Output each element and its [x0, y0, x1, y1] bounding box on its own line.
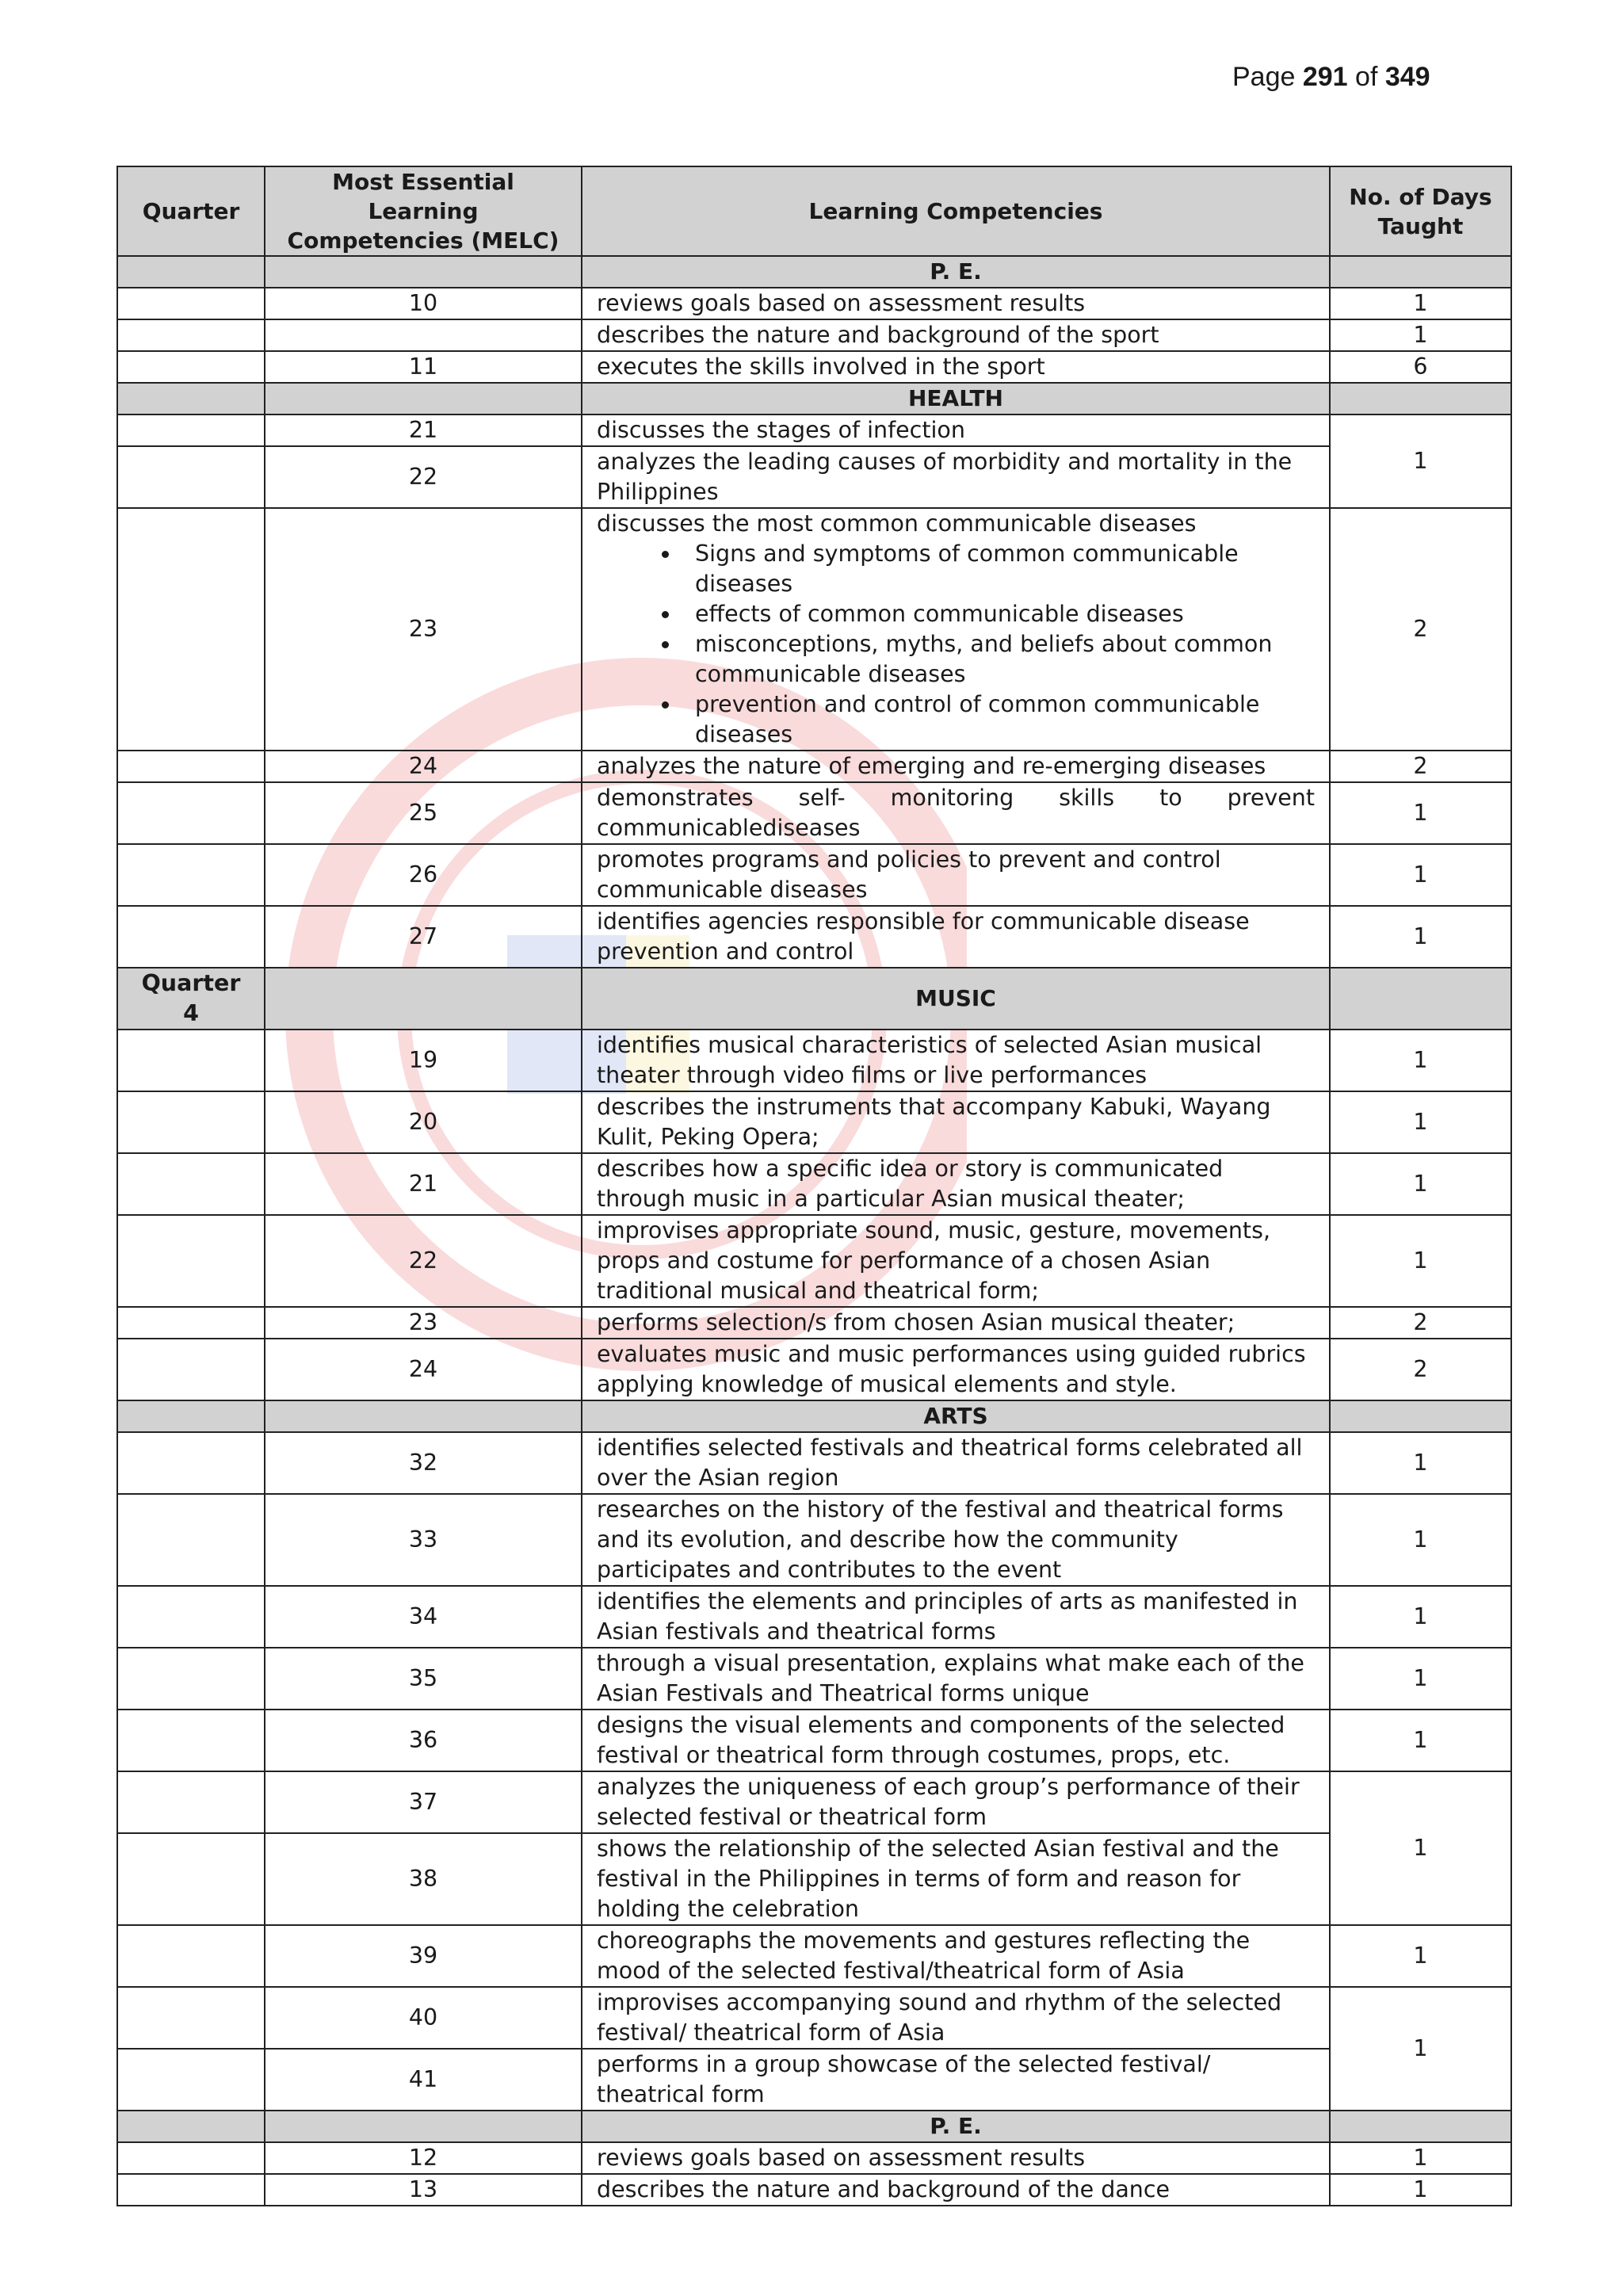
days-value: 6	[1330, 351, 1511, 383]
days-value: 1	[1330, 2142, 1511, 2174]
melc-number: 12	[265, 2142, 582, 2174]
competency-text: describes the instruments that accompany Kabuki, Wayang Kulit, Peking Opera;	[582, 1091, 1330, 1153]
competency-text: through a visual presentation, explains what make each of the Asian Festivals and Theatrical forms unique	[582, 1648, 1330, 1710]
days-value: 1	[1330, 2174, 1511, 2206]
competency-text: designs the visual elements and components of the selected festival or theatrical form through costumes, props, etc.	[582, 1710, 1330, 1771]
table-row	[117, 1494, 1511, 1586]
competency-text: describes the nature and background of the dance	[582, 2174, 1330, 2206]
days-value: 1	[1330, 1153, 1511, 1215]
table-row	[117, 1586, 1511, 1648]
days-value: 1	[1330, 415, 1511, 508]
list-item: • Signs and symptoms of common communicable diseases	[681, 539, 1315, 599]
table-row	[117, 319, 1511, 351]
days-value: 1	[1330, 1432, 1511, 1494]
table-row	[117, 1307, 1511, 1339]
competency-text: describes how a specific idea or story is communicated through music in a particular Asian musical theater;	[582, 1153, 1330, 1215]
competency-text: discusses the stages of infection	[582, 415, 1330, 446]
table-row	[117, 1925, 1511, 1987]
days-value: 1	[1330, 1215, 1511, 1307]
table-row	[117, 1091, 1511, 1153]
melc-number: 23	[265, 1307, 582, 1339]
table-row	[117, 1987, 1511, 2049]
melc-number: 10	[265, 288, 582, 319]
days-value: 2	[1330, 751, 1511, 782]
melc-number: 35	[265, 1648, 582, 1710]
days-value: 1	[1330, 1987, 1511, 2111]
days-value: 1	[1330, 1091, 1511, 1153]
competency-text: reviews goals based on assessment results	[582, 2142, 1330, 2174]
table-row	[117, 1215, 1511, 1307]
melc-number: 37	[265, 1771, 582, 1833]
section-row-health	[117, 383, 1511, 415]
melc-table	[116, 166, 1512, 2206]
competency-text: shows the relationship of the selected Asian festival and the festival in the Philippines in terms of form and reason for holding the celebration	[582, 1833, 1330, 1925]
competency-text: demonstrates self- monitoring skills to prevent communicablediseases	[582, 782, 1330, 844]
days-value: 1	[1330, 1030, 1511, 1091]
days-value: 1	[1330, 1648, 1511, 1710]
competency-text: analyzes the nature of emerging and re-emerging diseases	[582, 751, 1330, 782]
competency-text: identifies selected festivals and theatrical forms celebrated all over the Asian region	[582, 1432, 1330, 1494]
table-header-row	[117, 166, 1511, 256]
competency-text: describes the nature and background of the sport	[582, 319, 1330, 351]
melc-number: 26	[265, 844, 582, 906]
melc-number: 11	[265, 351, 582, 383]
header-quarter: Quarter	[117, 166, 265, 256]
header-melc: Most Essential Learning Competencies (MELC)	[265, 166, 582, 256]
competency-text: promotes programs and policies to prevent and control communicable diseases	[582, 844, 1330, 906]
competency-text: analyzes the leading causes of morbidity and mortality in the Philippines	[582, 446, 1330, 508]
melc-number: 20	[265, 1091, 582, 1153]
table-row	[117, 1432, 1511, 1494]
table-row	[117, 1710, 1511, 1771]
table-row	[117, 1339, 1511, 1400]
table-row	[117, 906, 1511, 968]
list-item: • effects of common communicable diseases	[681, 599, 1315, 629]
page-prefix: Page	[1232, 62, 1296, 92]
table-row	[117, 2142, 1511, 2174]
page-current: 291	[1302, 62, 1348, 92]
days-value: 1	[1330, 844, 1511, 906]
melc-number: 21	[265, 415, 582, 446]
table-row	[117, 1833, 1511, 1925]
days-value: 1	[1330, 1494, 1511, 1586]
competency-text: evaluates music and music performances using guided rubrics applying knowledge of musical elements and style.	[582, 1339, 1330, 1400]
page-of: of	[1355, 62, 1378, 92]
melc-number: 19	[265, 1030, 582, 1091]
competency-text: analyzes the uniqueness of each group’s performance of their selected festival or theatrical form	[582, 1771, 1330, 1833]
melc-number: 36	[265, 1710, 582, 1771]
melc-number: 40	[265, 1987, 582, 2049]
competency-text: choreographs the movements and gestures reflecting the mood of the selected festival/theatrical form of Asia	[582, 1925, 1330, 1987]
section-title-pe: P. E.	[582, 256, 1330, 288]
table-row	[117, 751, 1511, 782]
days-value: 1	[1330, 906, 1511, 968]
melc-number: 23	[265, 508, 582, 751]
days-value: 1	[1330, 1925, 1511, 1987]
competency-text	[582, 508, 1330, 751]
header-competency: Learning Competencies	[582, 166, 1330, 256]
days-value: 1	[1330, 319, 1511, 351]
table-row	[117, 446, 1511, 508]
melc-number	[265, 319, 582, 351]
table-row	[117, 508, 1511, 751]
competency-text: researches on the history of the festival and theatrical forms and its evolution, and describe how the community participates and contributes to the event	[582, 1494, 1330, 1586]
melc-number: 39	[265, 1925, 582, 1987]
list-item: • prevention and control of common communicable diseases	[681, 690, 1315, 750]
competency-text: improvises appropriate sound, music, gesture, movements, props and costume for performance of a chosen Asian traditional musical and theatrical form;	[582, 1215, 1330, 1307]
competency-text: improvises accompanying sound and rhythm of the selected festival/ theatrical form of Asia	[582, 1987, 1330, 2049]
table-row	[117, 288, 1511, 319]
days-value: 1	[1330, 1771, 1511, 1925]
table-row	[117, 1771, 1511, 1833]
competency-lead: discusses the most common communicable diseases	[597, 510, 1197, 537]
table-row	[117, 844, 1511, 906]
competency-text: identifies agencies responsible for communicable disease prevention and control	[582, 906, 1330, 968]
days-value: 1	[1330, 288, 1511, 319]
table-row	[117, 782, 1511, 844]
days-value: 2	[1330, 508, 1511, 751]
melc-number: 33	[265, 1494, 582, 1586]
list-item: • misconceptions, myths, and beliefs about common communicable diseases	[681, 629, 1315, 690]
melc-number: 21	[265, 1153, 582, 1215]
melc-number: 38	[265, 1833, 582, 1925]
section-title-pe-2: P. E.	[582, 2111, 1330, 2142]
melc-number: 41	[265, 2049, 582, 2111]
competency-text: executes the skills involved in the sport	[582, 351, 1330, 383]
competency-text: performs selection/s from chosen Asian musical theater;	[582, 1307, 1330, 1339]
table-row	[117, 2049, 1511, 2111]
competency-text: reviews goals based on assessment results	[582, 288, 1330, 319]
table-row	[117, 415, 1511, 446]
melc-number: 32	[265, 1432, 582, 1494]
page-total: 349	[1384, 62, 1430, 92]
days-value: 2	[1330, 1307, 1511, 1339]
melc-number: 25	[265, 782, 582, 844]
section-title-health: HEALTH	[582, 383, 1330, 415]
quarter-label: Quarter 4	[117, 968, 265, 1030]
header-days: No. of Days Taught	[1330, 166, 1511, 256]
table-row	[117, 1153, 1511, 1215]
competency-text: performs in a group showcase of the selected festival/ theatrical form	[582, 2049, 1330, 2111]
days-value: 1	[1330, 1586, 1511, 1648]
table-row	[117, 1648, 1511, 1710]
section-row-arts	[117, 1400, 1511, 1432]
melc-number: 34	[265, 1586, 582, 1648]
section-row-music	[117, 968, 1511, 1030]
days-value: 1	[1330, 1710, 1511, 1771]
melc-number: 24	[265, 1339, 582, 1400]
melc-number: 22	[265, 1215, 582, 1307]
melc-number: 22	[265, 446, 582, 508]
table-row	[117, 351, 1511, 383]
table-row	[117, 2174, 1511, 2206]
section-row-pe-2	[117, 2111, 1511, 2142]
page-number	[1232, 62, 1430, 93]
section-title-arts: ARTS	[582, 1400, 1330, 1432]
days-value: 2	[1330, 1339, 1511, 1400]
competency-text: identifies the elements and principles of arts as manifested in Asian festivals and theatrical forms	[582, 1586, 1330, 1648]
melc-number: 24	[265, 751, 582, 782]
table-row	[117, 1030, 1511, 1091]
melc-number: 13	[265, 2174, 582, 2206]
melc-number: 27	[265, 906, 582, 968]
bullet-list	[597, 539, 1315, 750]
days-value: 1	[1330, 782, 1511, 844]
competency-text: identifies musical characteristics of selected Asian musical theater through video films or live performances	[582, 1030, 1330, 1091]
section-title-music: MUSIC	[582, 968, 1330, 1030]
section-row-pe	[117, 256, 1511, 288]
